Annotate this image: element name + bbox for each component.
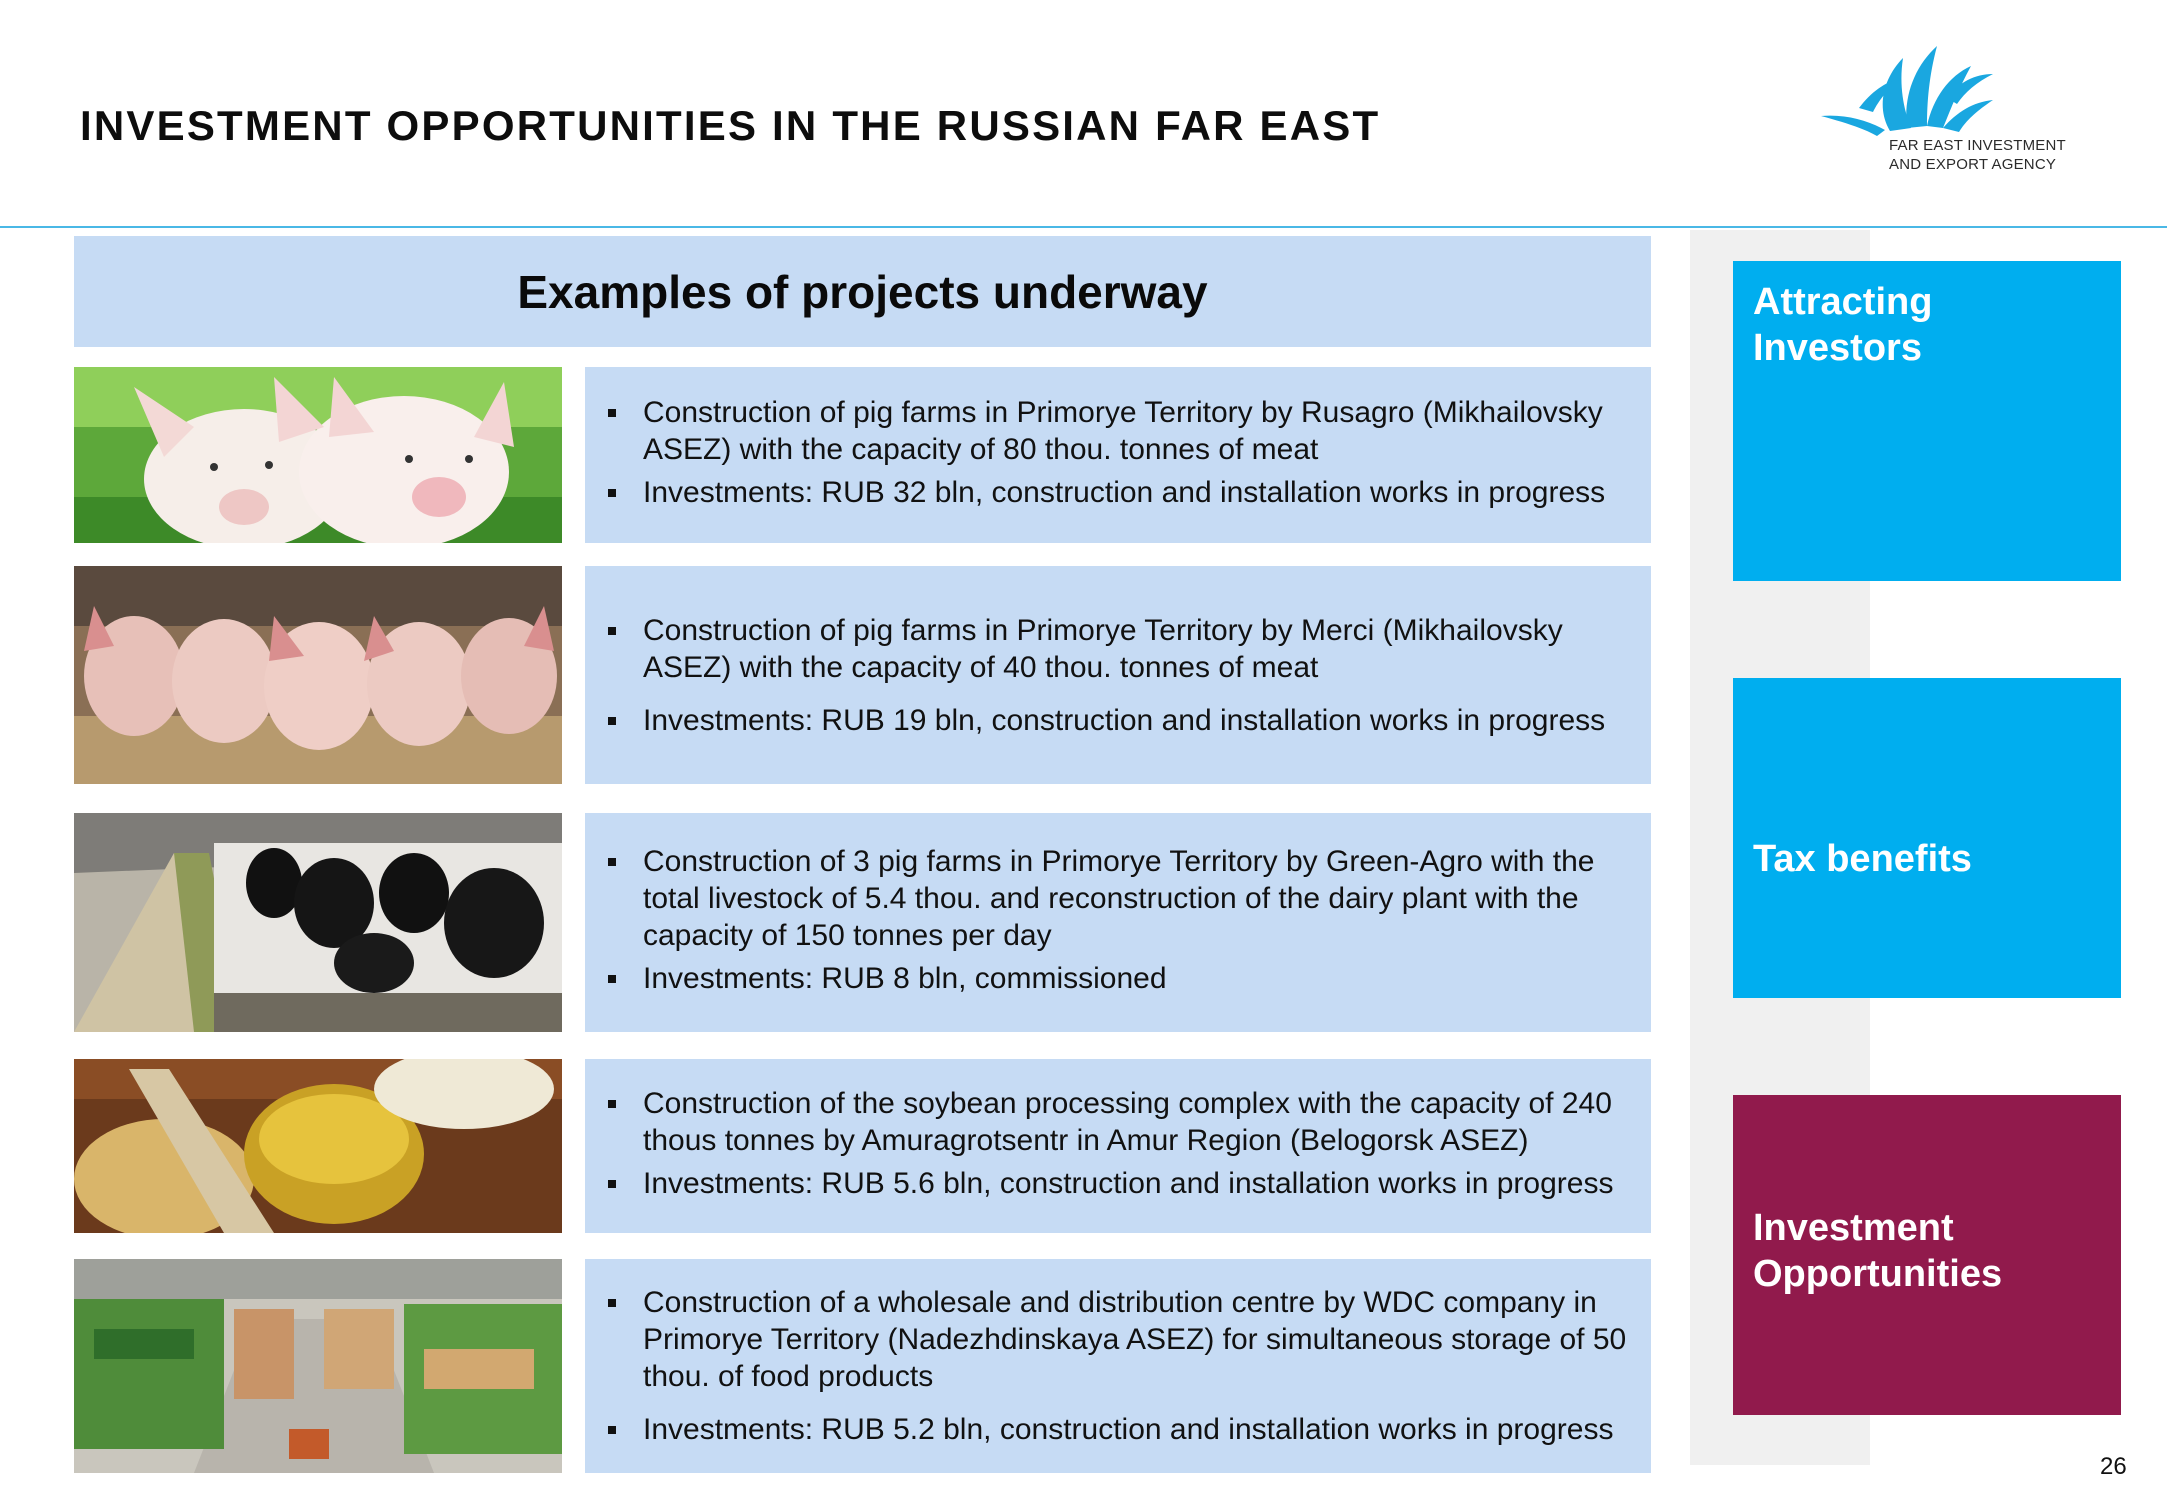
- project-4-investment: Investments: RUB 5.6 bln, construction and installation works in progress: [605, 1165, 1633, 1202]
- sidebar-investment-opportunities-label: Investment Opportunities: [1753, 1207, 2003, 1295]
- project-4-description: Construction of the soybean processing complex with the capacity of 240 thous tonnes by Amuragrotsentr in Amur Region (Belogorsk ASEZ): [605, 1085, 1633, 1159]
- section-heading: Examples of projects underway: [74, 236, 1651, 347]
- pig-farm-photo: [74, 566, 562, 784]
- agency-logo: [1815, 36, 2075, 176]
- page-title: INVESTMENT OPPORTUNITIES IN THE RUSSIAN FAR EAST: [80, 102, 1381, 149]
- logo-line-1: FAR EAST INVESTMENT: [1889, 137, 2066, 154]
- lotus-icon: [1815, 36, 2075, 136]
- project-2-investment: Investments: RUB 19 bln, construction and installation works in progress: [605, 702, 1633, 739]
- project-card-5: [585, 1259, 1651, 1473]
- project-2-description: Construction of pig farms in Primorye Territory by Merci (Mikhailovsky ASEZ) with the capacity of 40 thou. tonnes of meat: [605, 612, 1633, 686]
- project-5-investment: Investments: RUB 5.2 bln, construction and installation works in progress: [605, 1411, 1633, 1448]
- sidebar-tax-benefits-label: Tax benefits: [1753, 838, 1972, 880]
- header-divider: [0, 226, 2167, 228]
- logo-line-2: AND EXPORT AGENCY: [1889, 156, 2057, 173]
- sidebar-attracting-investors-label: Attracting Investors: [1753, 281, 1933, 369]
- project-5-description: Construction of a wholesale and distribution centre by WDC company in Primorye Territory (Nadezhdinskaya ASEZ) for simultaneous storage of 50 thou. of food products: [605, 1284, 1633, 1395]
- project-3-description: Construction of 3 pig farms in Primorye Territory by Green-Agro with the total livestock of 5.4 thou. and reconstruction of the dairy plant with the capacity of 150 tonnes per day: [605, 843, 1633, 954]
- page-number: 26: [2100, 1453, 2127, 1480]
- warehouse-photo: [74, 1259, 562, 1473]
- sidebar-investment-opportunities[interactable]: [1733, 1095, 2121, 1415]
- project-1-description: Construction of pig farms in Primorye Territory by Rusagro (Mikhailovsky ASEZ) with the capacity of 80 thou. tonnes of meat: [605, 394, 1633, 468]
- soybean-oil-photo: [74, 1059, 562, 1233]
- sidebar-tax-benefits[interactable]: [1733, 678, 2121, 998]
- project-card-3: [585, 813, 1651, 1032]
- project-3-investment: Investments: RUB 8 bln, commissioned: [605, 960, 1633, 997]
- project-card-1: [585, 367, 1651, 543]
- dairy-cows-photo: [74, 813, 562, 1032]
- piglets-photo: [74, 367, 562, 543]
- project-card-2: [585, 566, 1651, 784]
- sidebar-attracting-investors[interactable]: [1733, 261, 2121, 581]
- project-card-4: [585, 1059, 1651, 1233]
- project-1-investment: Investments: RUB 32 bln, construction and installation works in progress: [605, 474, 1633, 511]
